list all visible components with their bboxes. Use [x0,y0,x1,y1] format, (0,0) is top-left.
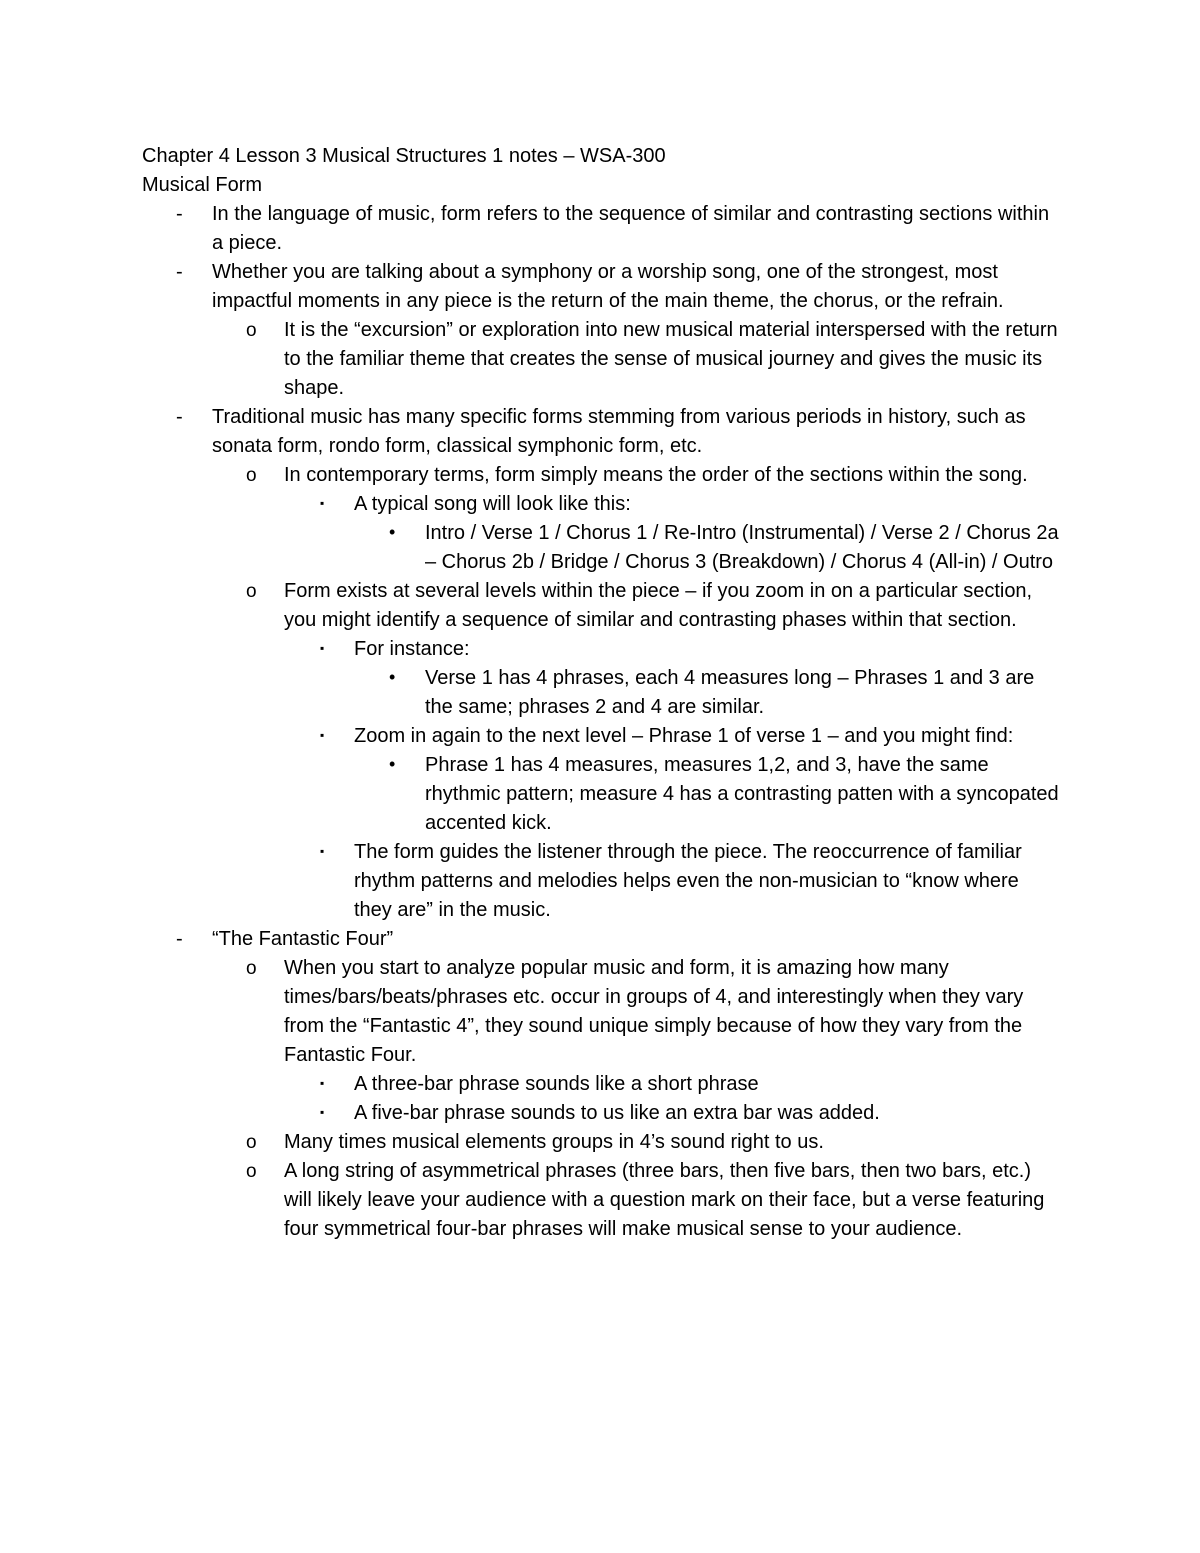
circle-bullet-icon: o [246,958,257,979]
list-item [142,258,1062,403]
list-item-text: Intro / Verse 1 / Chorus 1 / Re-Intro (Instrumental) / Verse 2 / Chorus 2a – Chorus 2b / Bridge / Chorus 3 (Breakdown) / Chorus 4 (All-in) / Outro [425,522,1059,573]
list-item-text: For instance: [354,638,470,660]
list-item [284,1099,1062,1128]
circle-bullet-icon: o [246,581,257,602]
list-item-text: When you start to analyze popular music and form, it is amazing how many times/bars/beats/phrases etc. occur in groups of 4, and interestingly when they vary from the “Fantastic 4”, they sound unique simply because of how they vary from the Fantastic Four. [284,957,1024,1066]
document-body [142,142,1062,1244]
circle-bullet-icon: o [246,1132,257,1153]
dash-bullet-icon: - [176,261,183,283]
list-item [212,461,1062,577]
bullet-list [142,200,1062,1244]
list-item [284,1070,1062,1099]
list-item-text: “The Fantastic Four” [212,928,394,950]
list-item-text: A five-bar phrase sounds to us like an extra bar was added. [354,1102,880,1124]
dash-bullet-icon: - [176,406,183,428]
square-bullet-icon: ▪ [320,844,325,858]
dot-bullet-icon: • [389,667,396,687]
list-item-text: Zoom in again to the next level – Phrase 1 of verse 1 – and you might find: [354,725,1014,747]
document-title: Chapter 4 Lesson 3 Musical Structures 1 notes – WSA-300 [142,145,666,167]
list-item [354,519,1062,577]
list-item [212,316,1062,403]
sub-list [284,490,1062,577]
list-item-text: A long string of asymmetrical phrases (three bars, then five bars, then two bars, etc.) will likely leave your audience with a question mark on their face, but a verse featuring four symmetrical four-bar phrases will make musical sense to your audience. [284,1160,1045,1240]
circle-bullet-icon: o [246,465,257,486]
dot-bullet-icon: • [389,754,396,774]
square-bullet-icon: ▪ [320,728,325,742]
list-item-text: In the language of music, form refers to the sequence of similar and contrasting sections within a piece. [212,203,1050,254]
square-bullet-icon: ▪ [320,641,325,655]
sub-list [212,316,1062,403]
list-item [142,403,1062,925]
list-item-text: The form guides the listener through the piece. The reoccurrence of familiar rhythm patterns and melodies helps even the non-musician to “know where they are” in the music. [354,841,1022,921]
dash-bullet-icon: - [176,928,183,950]
square-bullet-icon: ▪ [320,1076,325,1090]
list-item [284,838,1062,925]
list-item [284,490,1062,577]
list-item-text: A typical song will look like this: [354,493,631,515]
square-bullet-icon: ▪ [320,496,325,510]
list-item [354,751,1062,838]
sub-list [354,519,1062,577]
list-item [212,954,1062,1128]
sub-list [284,635,1062,925]
list-item-text: Phrase 1 has 4 measures, measures 1,2, and 3, have the same rhythmic pattern; measure 4 has a contrasting patten with a syncopated accented kick. [425,754,1059,834]
dash-bullet-icon: - [176,203,183,225]
section-heading: Musical Form [142,174,263,196]
list-item [142,925,1062,1244]
circle-bullet-icon: o [246,1161,257,1182]
list-item-text: A three-bar phrase sounds like a short phrase [354,1073,759,1095]
sub-list [354,751,1062,838]
list-item [142,200,1062,258]
sub-list [212,954,1062,1244]
list-item-text: Verse 1 has 4 phrases, each 4 measures long – Phrases 1 and 3 are the same; phrases 2 and 4 are similar. [425,667,1035,718]
sub-list [212,461,1062,925]
list-item-text: In contemporary terms, form simply means the order of the sections within the song. [284,464,1028,486]
list-item [212,1157,1062,1244]
sub-list [284,1070,1062,1128]
square-bullet-icon: ▪ [320,1105,325,1119]
list-item-text: Many times musical elements groups in 4’s sound right to us. [284,1131,824,1153]
list-item-text: It is the “excursion” or exploration into new musical material interspersed with the return to the familiar theme that creates the sense of musical journey and gives the music its shape. [284,319,1058,399]
list-item [284,635,1062,722]
sub-list [354,664,1062,722]
list-item-text: Form exists at several levels within the piece – if you zoom in on a particular section, you might identify a sequence of similar and contrasting phases within that section. [284,580,1033,631]
list-item [212,1128,1062,1157]
dot-bullet-icon: • [389,522,396,542]
list-item-text: Traditional music has many specific forms stemming from various periods in history, such as sonata form, rondo form, classical symphonic form, etc. [212,406,1026,457]
list-item [212,577,1062,925]
list-item-text: Whether you are talking about a symphony or a worship song, one of the strongest, most impactful moments in any piece is the return of the main theme, the chorus, or the refrain. [212,261,1004,312]
list-item [354,664,1062,722]
circle-bullet-icon: o [246,320,257,341]
list-item [284,722,1062,838]
